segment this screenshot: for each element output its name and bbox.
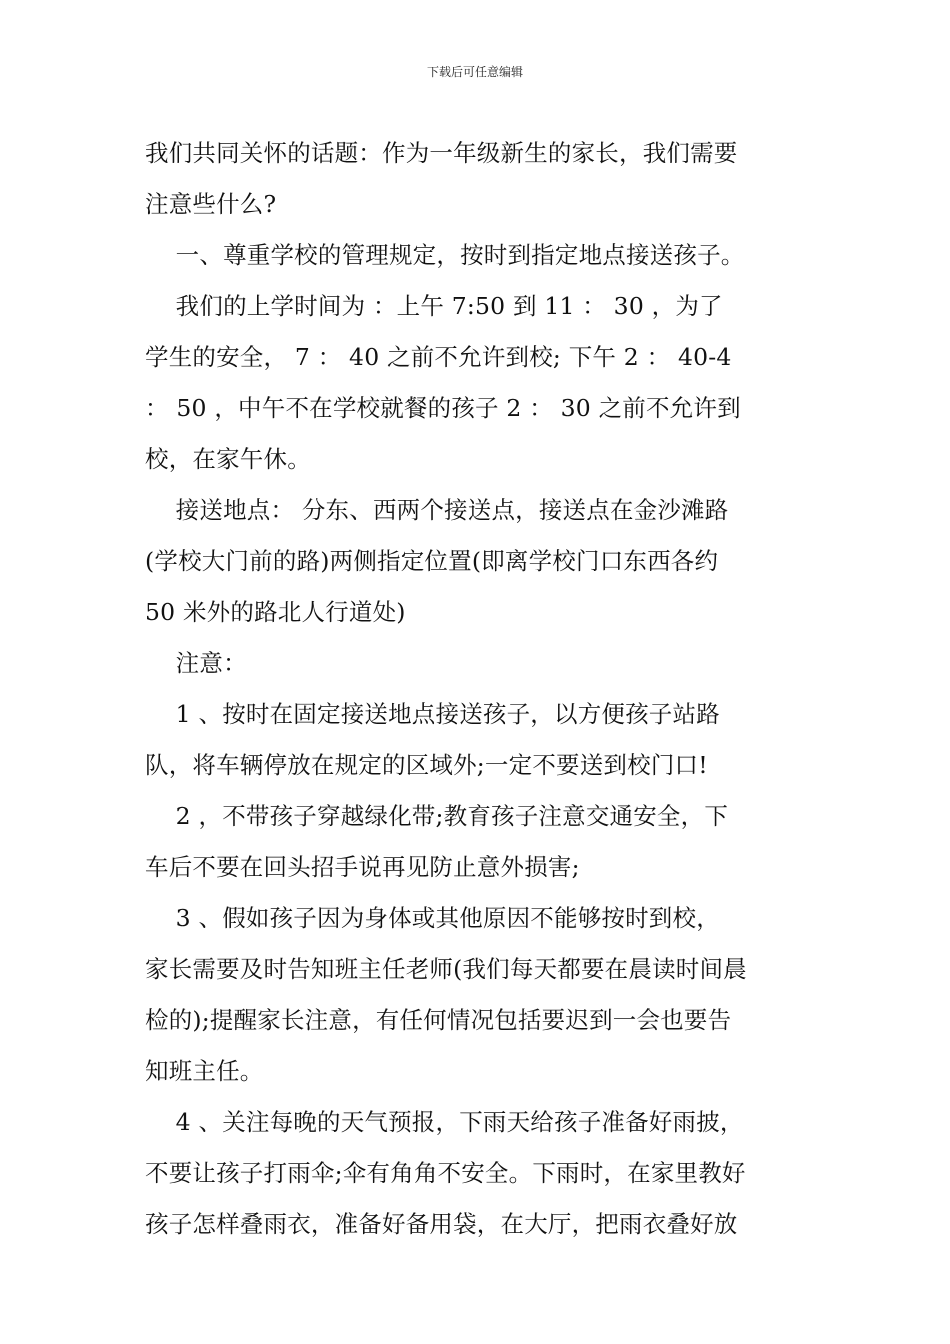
text-line: 注意些什么? — [145, 190, 277, 218]
text-line: 1 、按时在固定接送地点接送孩子，以方便孩子站路 — [145, 700, 720, 728]
text-line: 注意： — [145, 649, 247, 677]
text-line: 车后不要在回头招手说再见防止意外损害; — [145, 853, 580, 881]
page-header-note: 下载后可任意编辑 — [426, 65, 523, 79]
text-line: 我们的上学时间为 ：上午 7:50 到 11 ： 30 ，为了 — [145, 292, 723, 320]
text-line: 知班主任。 — [145, 1057, 264, 1085]
text-line: 接送地点： 分东、西两个接送点，接送点在金沙滩路 — [145, 496, 729, 524]
text-line: 学生的安全， 7 ： 40 之前不允许到校; 下午 2 ： 40-4 — [145, 343, 732, 371]
text-line: 2 ，不带孩子穿越绿化带;教育孩子注意交通安全，下 — [145, 802, 729, 830]
text-line: 3 、假如孩子因为身体或其他原因不能够按时到校， — [145, 904, 720, 932]
text-line: (学校大门前的路)两侧指定位置(即离学校门口东西各约 — [145, 547, 719, 575]
text-line: 一、尊重学校的管理规定，按时到指定地点接送孩子。 — [145, 241, 745, 269]
text-line: ： 50 ，中午不在学校就餐的孩子 2 ： 30 之前不允许到 — [145, 394, 741, 422]
text-line: 家长需要及时告知班主任老师(我们每天都要在晨读时间晨 — [145, 955, 747, 983]
text-line: 校，在家午休。 — [145, 445, 311, 473]
document-body — [145, 128, 810, 1250]
text-line: 不要让孩子打雨伞;伞有角角不安全。下雨时，在家里教好 — [145, 1159, 746, 1187]
text-line: 队，将车辆停放在规定的区域外;一定不要送到校门口! — [145, 751, 708, 779]
text-line: 检的);提醒家长注意，有任何情况包括要迟到一会也要告 — [145, 1006, 732, 1034]
text-line: 孩子怎样叠雨衣，准备好备用袋，在大厅，把雨衣叠好放 — [145, 1210, 738, 1238]
text-line: 50 米外的路北人行道处) — [145, 598, 406, 626]
text-line: 4 、关注每晚的天气预报，下雨天给孩子准备好雨披， — [145, 1108, 744, 1136]
text-line: 我们共同关怀的话题：作为一年级新生的家长，我们需要 — [145, 139, 738, 167]
